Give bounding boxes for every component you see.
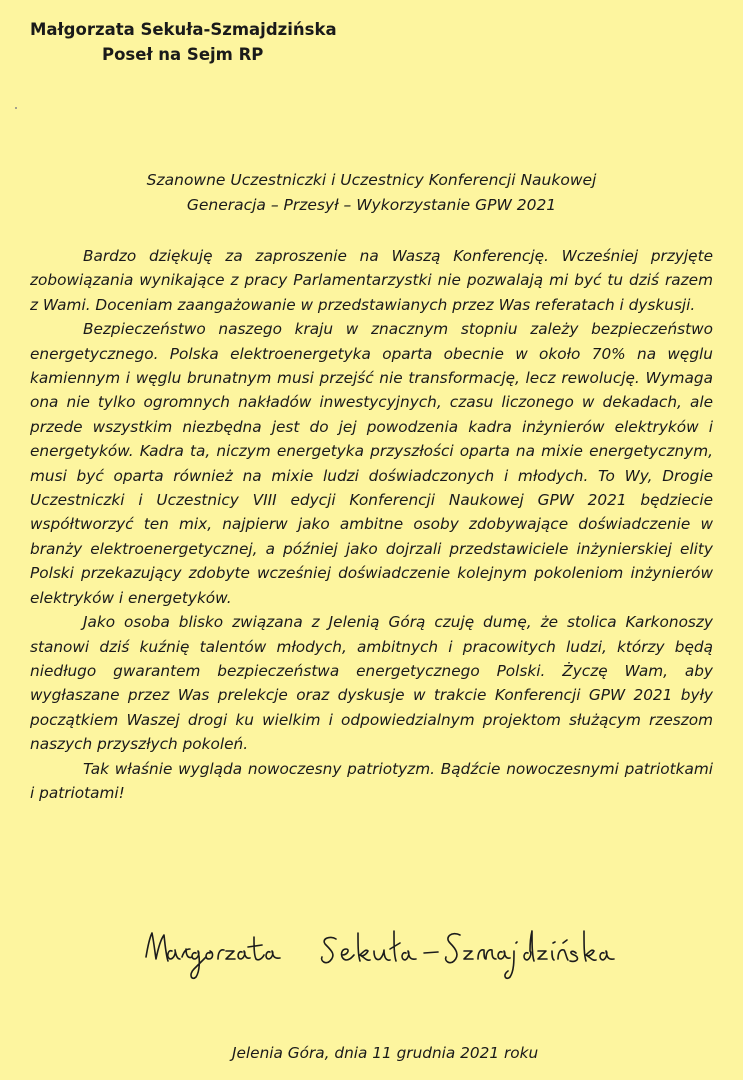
letter-body [30,244,713,805]
paragraph-3: Jako osoba blisko związana z Jelenią Górą czuję dumę, że stolica Karkonoszy stanowi dziś kuźnię talentów młodych, ambitnych i pracowitych ludzi, którzy będą niedługo gwarantem bezpieczeństwa energetycznego Polski. Życzę Wam, aby wygłaszane przez Was prelekcje oraz dyskusje w trakcie Konferencji GPW 2021 były początkiem Waszej drogi ku wielkim i odpowiedzialnym projektom służącym rzeszom naszych przyszłych pokoleń. [30,613,713,754]
handwritten-signature [140,915,670,1005]
signature-drawing [140,915,670,1005]
sender-block [30,17,337,67]
salutation [0,168,743,218]
paragraph-1: Bardzo dziękuję za zaproszenie na Waszą Konferencję. Wcześniej przyjęte zobowiązania wynikające z pracy Parlamentarzystki nie pozwalają mi być tu dziś razem z Wami. Doceniam zaangażowanie w przedstawianych przez Was referatach i dyskusji. [30,247,713,314]
place-and-date: Jelenia Góra, dnia 11 grudnia 2021 roku [232,1044,539,1062]
salutation-line-1: Szanowne Uczestniczki i Uczestnicy Konferencji Naukowej [146,171,597,189]
paragraph-4: Tak właśnie wygląda nowoczesny patriotyzm. Bądźcie nowoczesnymi patriotkami i patriotami! [30,759,713,802]
sender-name: Małgorzata Sekuła-Szmajdzińska [30,20,337,39]
paragraph-2: Bezpieczeństwo naszego kraju w znacznym stopniu zależy bezpieczeństwo energetycznego. Polska elektroenergetyka oparta obecnie w około 70% na węglu kamiennym i węglu brunatnym musi przejść nie transformację, lecz rewolucję. Wymaga ona nie tylko ogromnych nakładów inwestycyjnych, czasu liczonego w dekadach, ale przede wszystkim niezbędna jest do jej powodzenia kadra inżynierów elektryków i energetyków. Kadra ta, niczym energetyka przyszłości oparta na mixie energetycznym, musi być oparta również na mixie ludzi doświadczonych i młodych. To Wy, Drogie Uczestniczki i Uczestnicy VIII edycji Konferencji Naukowej GPW 2021 będziecie współtworzyć ten mix, najpierw jako ambitne osoby zdobywające doświadczenie w branży elektroenergetycznej, a później jako dojrzali przedstawiciele inżynierskiej elity Polski przekazujący zdobyte wcześniej doświadczenie kolejnym pokoleniom inżynierów elektryków i energetyków. [30,320,713,607]
sender-title: Poseł na Sejm RP [102,45,264,64]
scan-speck [15,107,17,109]
salutation-line-2: Generacja – Przesył – Wykorzystanie GPW 2021 [186,196,557,214]
